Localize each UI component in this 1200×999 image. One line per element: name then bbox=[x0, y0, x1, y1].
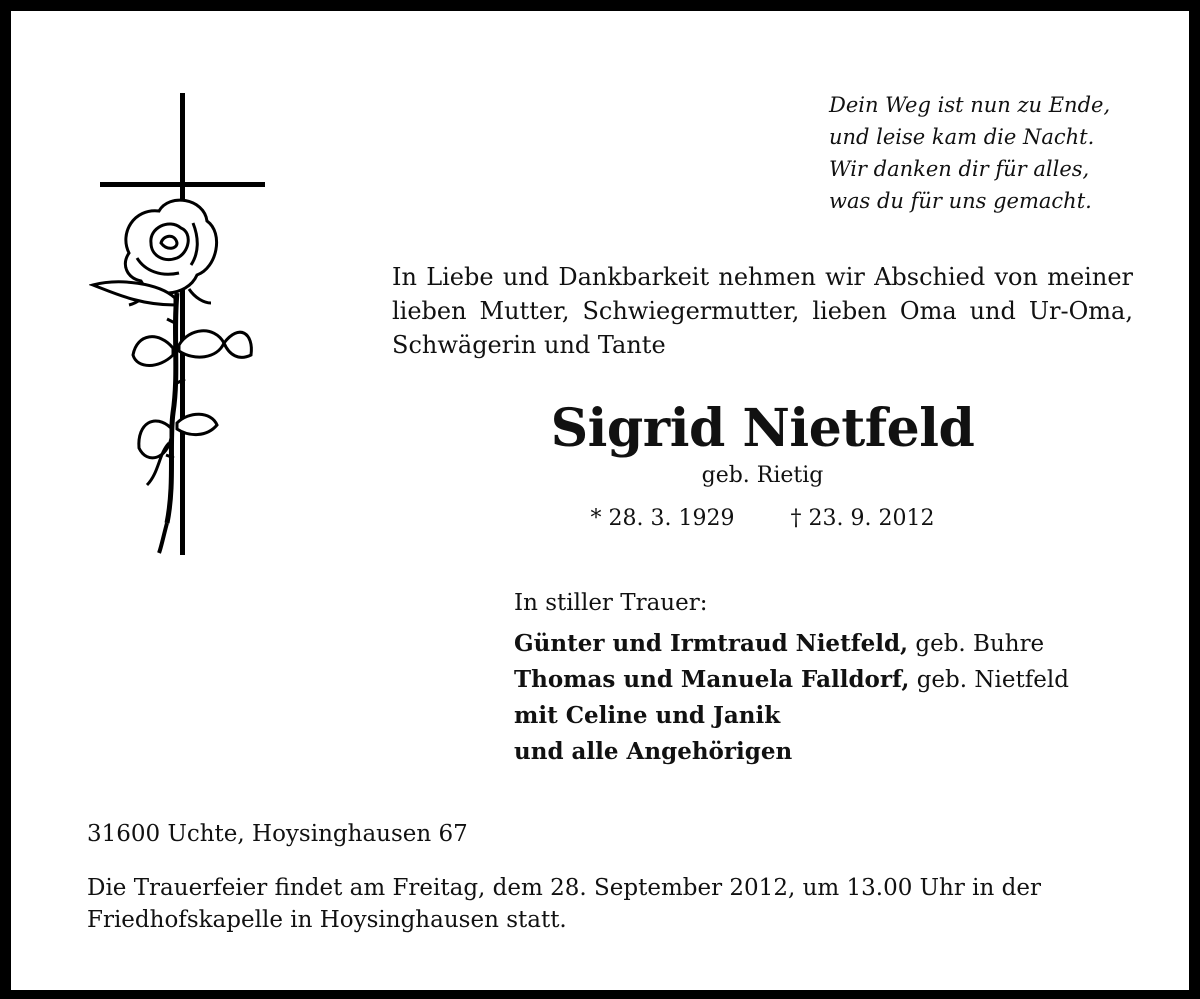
mourner-entry bbox=[514, 698, 1154, 734]
maiden-name: geb. Rietig bbox=[701, 463, 824, 488]
mourner-entry bbox=[514, 662, 1154, 698]
mourner-name: und alle Angehörigen bbox=[514, 738, 793, 765]
death-date: † 23. 9. 2012 bbox=[790, 506, 935, 531]
mourner-entry bbox=[514, 626, 1154, 662]
poem-line: was du für uns gemacht. bbox=[829, 189, 1092, 213]
mourners-list bbox=[514, 626, 1154, 770]
ceremony-info: Die Trauerfeier findet am Freitag, dem 28. September 2012, um 13.00 Uhr in der Friedhofskapelle in Hoysinghausen statt. bbox=[87, 875, 1041, 933]
life-dates bbox=[392, 503, 1133, 535]
poem-line: und leise kam die Nacht. bbox=[829, 125, 1095, 149]
cross-with-rose-icon bbox=[89, 93, 279, 558]
mourner-note: geb. Buhre bbox=[915, 631, 1045, 657]
birth-date: * 28. 3. 1929 bbox=[590, 506, 735, 531]
deceased-name: Sigrid Nietfeld bbox=[550, 398, 975, 459]
mourners-label: In stiller Trauer: bbox=[514, 590, 708, 616]
address: 31600 Uchte, Hoysinghausen 67 bbox=[87, 821, 468, 847]
mourner-name: Thomas und Manuela Falldorf, bbox=[514, 666, 910, 693]
poem bbox=[829, 89, 1169, 217]
intro-text: In Liebe und Dankbarkeit nehmen wir Abschied von meiner lieben Mutter, Schwiegermutter, lieben Oma und Ur-Oma, Schwägerin und Tante bbox=[392, 263, 1133, 359]
mourner-entry bbox=[514, 734, 1154, 770]
mourner-name: mit Celine und Janik bbox=[514, 702, 781, 729]
poem-line: Wir danken dir für alles, bbox=[829, 157, 1090, 181]
mourner-name: Günter und Irmtraud Nietfeld, bbox=[514, 630, 909, 657]
mourner-note: geb. Nietfeld bbox=[916, 667, 1069, 693]
poem-line: Dein Weg ist nun zu Ende, bbox=[829, 93, 1111, 117]
